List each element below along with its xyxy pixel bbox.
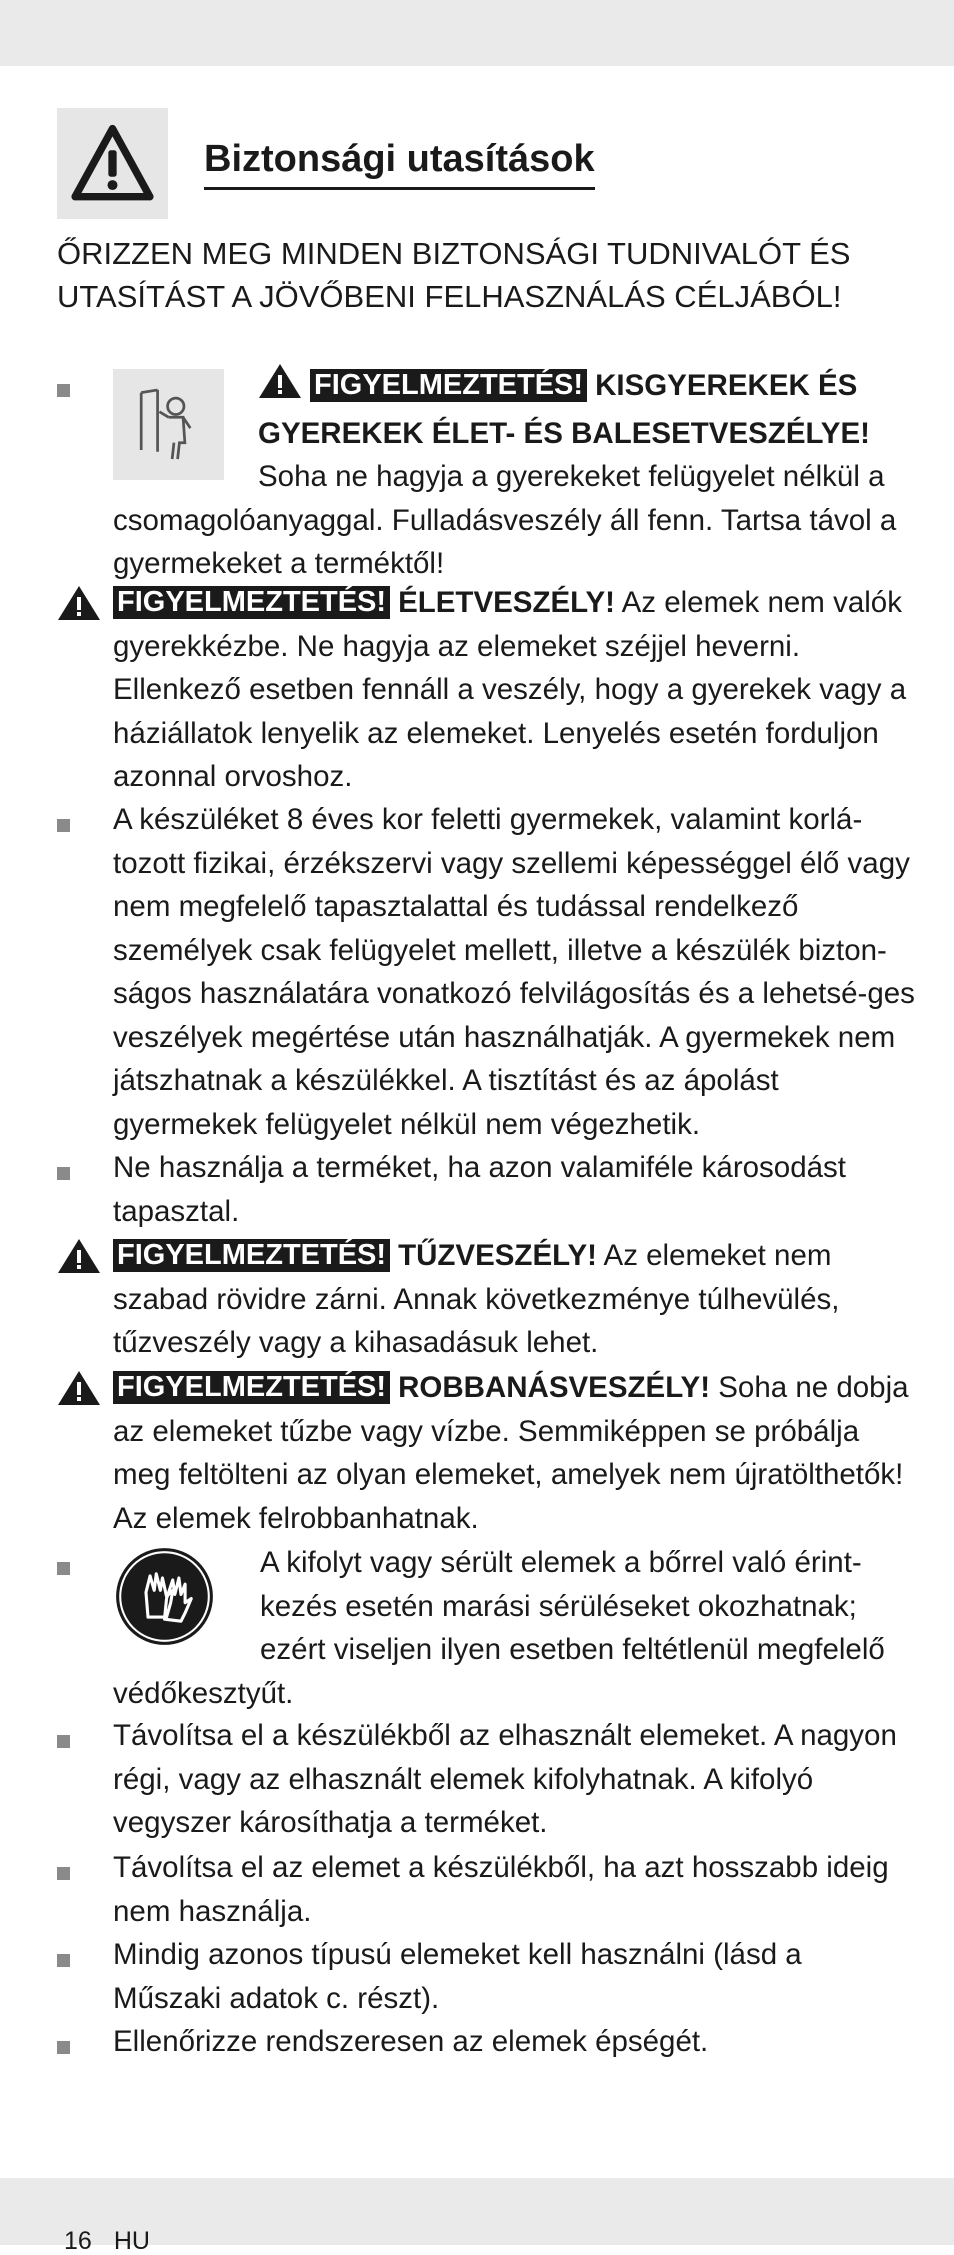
bullet [57,2041,70,2054]
item-text: Az elemeket nem szabad rövidre zárni. Annak következménye túlhevülés, tűzveszély vagy a kihasadásuk lehet. [113,1239,840,1359]
bullet [57,1167,70,1180]
warning-title: ROBBANÁSVESZÉLY! [398,1371,711,1404]
header-warning-box [57,108,168,219]
safety-item [57,1714,917,1845]
intro-text: ŐRIZZEN MEG MINDEN BIZTONSÁGI TUDNIVALÓT ÉS UTASÍTÁST A JÖVŐBENI FELHASZNÁLÁS CÉLJÁBÓL! [57,236,851,314]
warning-badge: FIGYELMEZTETÉS! [113,1239,390,1272]
safety-item [57,581,917,799]
warning-triangle-icon [57,585,101,634]
warning-title: TŰZVESZÉLY! [398,1239,597,1272]
warning-badge: FIGYELMEZTETÉS! [113,1371,390,1404]
item-text: Mindig azonos típusú elemeket kell használni (lásd a Műszaki adatok c. részt). [113,1938,802,2015]
child-with-packaging-icon [123,379,214,470]
safety-item [57,798,917,1146]
item-text: A készüléket 8 éves kor feletti gyermekek, valamint korlá-tozott fizikai, érzékszervi vagy szellemi képességgel élő vagy nem megfelelő tapasztalattal és tudással rendelkező személyek csak felügyelet mellett, illetve a készülék bizton-ságos használatára vonatkozó felvilágosítás és a lehetsé-ges veszélyek megértése után használhatják. A gyermekek nem játszhatnak a készülékkel. A tisztítást és az ápolást gyermekek felügyelet nélkül nem végezhetik. [113,803,915,1141]
safety-item [57,1846,917,1933]
footer [64,2229,172,2254]
safety-item [57,2020,917,2064]
page-title: Biztonsági utasítások [204,139,595,190]
bullet [57,1562,70,1575]
safety-item [57,1146,917,1233]
bullet [57,384,70,397]
protective-gloves-icon [113,1545,216,1648]
child-icon-box [113,369,224,480]
top-bar [0,0,954,66]
warning-triangle-icon [258,363,302,412]
item-text: Ne használja a terméket, ha azon valamiféle károsodást tapasztal. [113,1151,846,1228]
gloves-icon-box [113,1545,226,1658]
bullet [57,1954,70,1967]
safety-item [57,1234,917,1365]
language-code: HU [113,2227,150,2255]
item-text: Távolítsa el az elemet a készülékből, ha azt hosszabb ideig nem használja. [113,1851,889,1928]
bullet [57,1735,70,1748]
item-text: Soha ne hagyja a gyerekeket felügyelet nélkül a csomagolóanyaggal. Fulladásveszély áll fenn. Tartsa távol a gyermekeket a terméktől! [113,460,897,580]
safety-item [57,1541,917,1715]
warning-badge: FIGYELMEZTETÉS! [113,586,390,619]
safety-item [57,1366,917,1540]
item-text: Ellenőrizze rendszeresen az elemek épségét. [113,2025,709,2058]
warning-title: ÉLETVESZÉLY! [398,586,615,619]
warning-triangle-icon [71,122,154,205]
safety-item [57,1933,917,2020]
warning-triangle-icon [57,1370,101,1419]
item-text: A kifolyt vagy sérült elemek a bőrrel való érint-kezés esetén marási sérüléseket okozhatnak; ezért viseljen ilyen esetben feltétlenül megfelelő védőkesztyűt. [113,1546,885,1710]
page-number: 16 [64,2227,92,2255]
item-text: Soha ne dobja az elemeket tűzbe vagy vízbe. Semmiképpen se próbálja meg feltölteni az olyan elemeket, amelyek nem újratölthetők! Az elemek felrobbanhatnak. [113,1371,909,1535]
bullet [57,1867,70,1880]
item-text: Az elemek nem valók gyerekkézbe. Ne hagyja az elemeket széjjel heverni. Ellenkező esetben fennáll a veszély, hogy a gyerekek vagy a háziállatok lenyelik az elemeket. Lenyelés esetén forduljon azonnal orvoshoz. [113,586,907,793]
item-text: Távolítsa el a készülékből az elhasznált elemeket. A nagyon régi, vagy az elhasznált elemek kifolyhatnak. A kifolyó vegyszer károsíthatja a terméket. [113,1719,897,1839]
warning-badge: FIGYELMEZTETÉS! [310,369,587,402]
warning-triangle-icon [57,1238,101,1287]
warning-title: KISGYEREKEK ÉS GYEREKEK ÉLET- ÉS BALESETVESZÉLYE! [258,369,870,450]
safety-item [57,363,917,586]
bullet [57,819,70,832]
